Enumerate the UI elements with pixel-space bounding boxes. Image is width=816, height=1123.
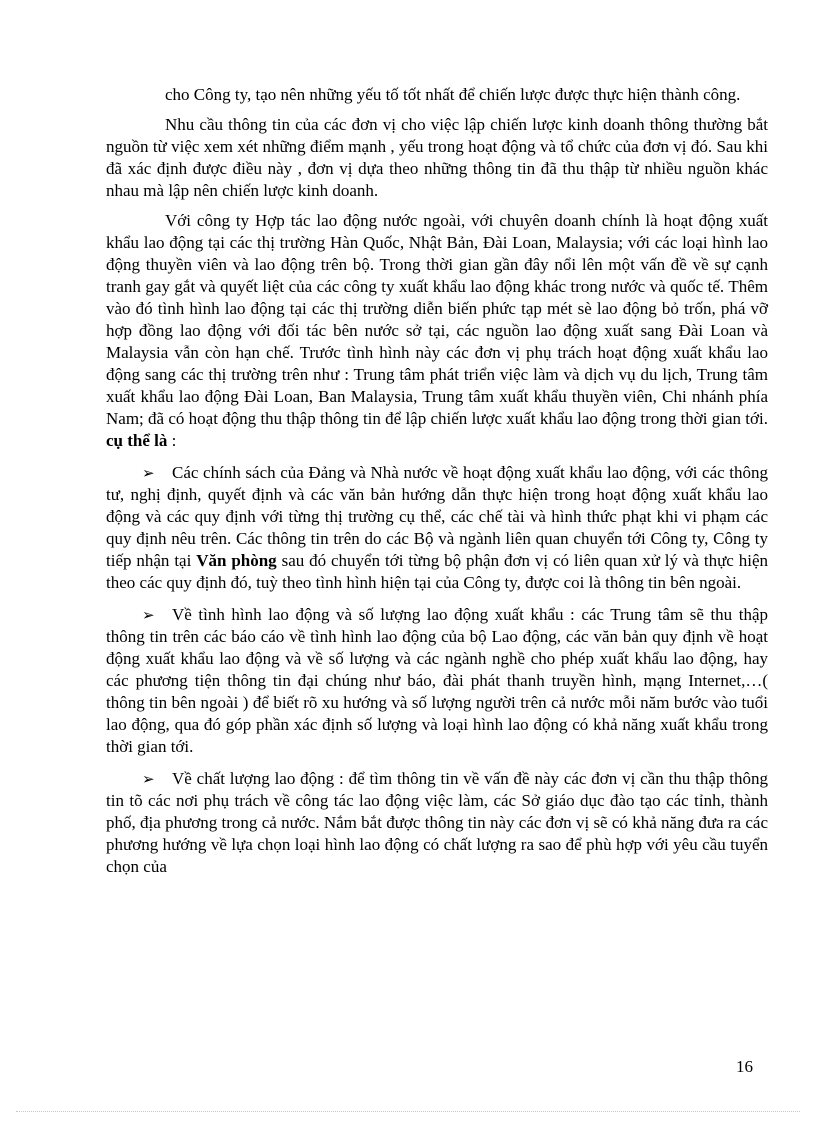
arrow-bullet-icon: ➢ [142,606,155,624]
paragraph: cho Công ty, tạo nên những yếu tố tốt nhất để chiến lược được thực hiện thành công. [165,85,741,104]
bullet-text: Các chính sách của Đảng và Nhà nước về hoạt động xuất khẩu lao động, với các thông tư, nghị định, quyết định và các văn bản hướng dẫn thực hiện trong hoạt động xuất khẩu lao động và các quy định với từng thị trường cụ thể, các chế tài và hình thức phạt khi vi phạm các quy định nêu trên. Các thông tin trên do các Bộ và ngành liên quan chuyển tới Công ty, Công ty tiếp nhận tại [106,463,768,570]
bullet-item [106,604,768,758]
arrow-bullet-icon: ➢ [142,770,155,788]
arrow-bullet-icon: ➢ [142,464,155,482]
bullet-text: sau đó chuyển tới từng bộ phận đơn vị có liên quan xử lý và thực hiện theo các quy định đó, tuỳ theo tình hình hiện tại của Công ty, được coi là thông tin bên ngoài. [106,551,768,592]
page-number: 16 [736,1057,753,1076]
body-text [106,84,768,878]
bullet-text: Về tình hình lao động và số lượng lao động xuất khẩu : các Trung tâm sẽ thu thập thông tin trên các báo cáo về tình hình lao động của bộ Lao động, các văn bản quy định về hoạt động xuất khẩu lao động và về số lượng và các ngành nghề cho phép xuất khẩu lao động, hay các phương tiện thông tin đại chúng như báo, đài phát thanh truyền hình, mạng Internet,…( thông tin bên ngoài ) để biết rõ xu hướng và số lượng người trên cả nước mỗi năm bước vào tuổi lao động, qua đó góp phần xác định số lượng và loại hình lao động có khả năng xuất khẩu trong thời gian tới. [106,605,768,756]
bullet-text: Về chất lượng lao động : để tìm thông tin về vấn đề này các đơn vị cần thu thập thông tin tõ các nơi phụ trách về công tác lao động việc làm, các Sở giáo dục đào tạo các tỉnh, thành phố, địa phương trong cả nước. Nắm bắt được thông tin này các đơn vị sẽ có khả năng đưa ra các phương hướng về lựa chọn loại hình lao động có chất lượng ra sao để phù hợp với yêu cầu tuyển chọn của [106,769,768,876]
bullet-item [106,462,768,594]
paragraph [106,210,768,452]
footer-divider [16,1111,800,1112]
paragraph-text: Với công ty Hợp tác lao động nước ngoài, với chuyên doanh chính là hoạt động xuất khẩu lao động tại các thị trường Hàn Quốc, Nhật Bản, Đài Loan, Malaysia; với các loại hình lao động thuyền viên và lao động trên bộ. Trong thời gian gần đây nổi lên một vấn đề về sự cạnh tranh gay gắt và quyết liệt của các công ty xuất khẩu lao động khác trong nước và quốc tế. Thêm vào đó tình hình lao động tại các thị trường diễn biến phức tạp mét sè lao động bỏ trốn, phá vỡ hợp đồng lao động với đối tác bên nước sở tại, các nguồn lao động xuất sang Đài Loan và Malaysia vẫn còn hạn chế. Trước tình hình này các đơn vị phụ trách hoạt động xuất khẩu lao động sang các thị trường trên như : Trung tâm phát triển việc làm và dịch vụ du lịch, Trung tâm xuất khẩu lao động Đài Loan, Ban Malaysia, Trung tâm xuất khẩu thuyền viên, Chi nhánh phía Nam; đã có hoạt động thu thập thông tin để lập chiến lược xuất khẩu lao động trong thời gian tới. [106,211,768,428]
bold-phrase: Văn phòng [196,551,277,570]
paragraph-text: : [167,431,177,450]
bold-phrase: cụ thể là [106,431,168,450]
paragraph: Nhu cầu thông tin của các đơn vị cho việc lập chiến lược kinh doanh thông thường bắt nguồn từ việc xem xét những điểm mạnh , yếu trong hoạt động và tổ chức của đơn vị đó. Sau khi đã xác định được điều này , đơn vị dựa theo những thông tin đã thu thập từ nhiều nguồn khác nhau mà lập nên chiến lược kinh doanh. [106,115,768,200]
bullet-item [106,768,768,878]
